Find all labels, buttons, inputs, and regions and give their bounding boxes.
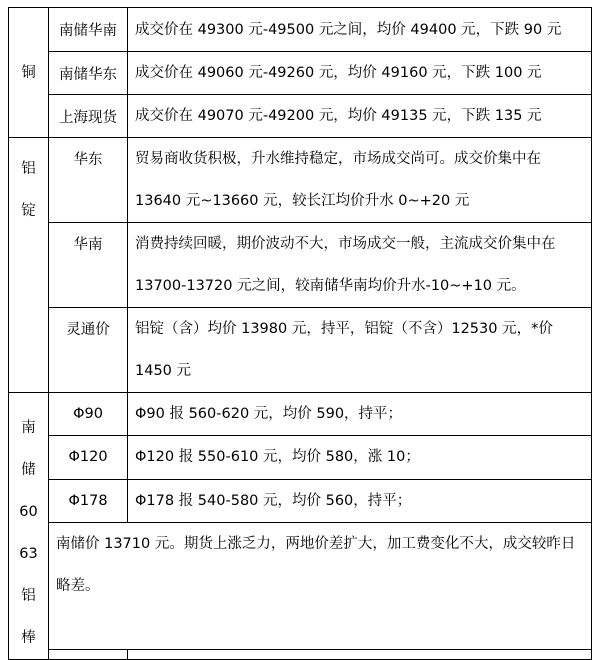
rod-row-2 [9,436,592,479]
rod-category-char: 60 [19,504,38,520]
price-description: Φ120 报 550-610 元，均价 580，涨 10； [135,449,420,466]
spec-cell [49,436,128,479]
market-name: 南储华南 [59,23,117,39]
price-description: Φ178 报 540-580 元，均价 560，持平； [135,492,412,509]
price-description-cell [128,52,592,95]
ingot-category-char: 铝 [21,161,36,177]
market-name-cell [49,308,128,393]
rod-summary-cell [49,522,592,649]
price-description-cell [128,8,592,52]
copper-row-3 [9,95,592,138]
spec-label: Φ90 [73,406,103,423]
price-description-cell [128,223,592,308]
empty-cell [128,649,592,659]
spec-cell [49,479,128,522]
rod-row-1 [9,393,592,436]
market-name-cell [49,52,128,95]
price-description-cell [128,436,592,479]
ingot-category-char: 锭 [21,203,36,219]
market-name: 南储华东 [59,66,117,83]
price-description: 铝锭（含）均价 13980 元，持平，铝锭（不含）12530 元，*价 1450 元 [135,321,553,379]
price-description-cell [128,308,592,393]
rod-category-cell [9,393,49,660]
copper-category-label: 铜 [21,64,36,81]
price-description: 贸易商收货积极，升水维持稳定，市场成交尚可。成交价集中在 13640 元~13660 元，较长江均价升水 0~+20 元 [135,151,541,209]
copper-row-2 [9,52,592,95]
rod-trailing-row [9,649,592,659]
empty-cell [49,649,128,659]
ingot-row-3 [9,308,592,393]
spec-cell [49,393,128,436]
price-description: 成交价在 49300 元-49500 元之间，均价 49400 元，下跌 90 元 [135,21,562,38]
price-description-cell [128,393,592,436]
price-description-cell [128,138,592,223]
price-description: 成交价在 49070 元-49200 元，均价 49135 元，下跌 135 元 [135,108,542,124]
market-name: 华南 [73,237,103,253]
rod-category-char: 储 [21,462,36,478]
market-name-cell [49,95,128,138]
market-name-cell [49,8,128,52]
ingot-row-2 [9,223,592,308]
rod-category-char: 铝 [21,588,36,604]
price-description: 消费持续回暖，期价波动不大，市场成交一般，主流成交价集中在 13700-13720 元之间，较南储华南均价升水-10~+10 元。 [135,236,556,294]
rod-category-char: 棒 [21,630,36,646]
ingot-row-1 [9,138,592,223]
rod-row-3 [9,479,592,522]
market-price-table [8,7,592,660]
rod-category-char: 南 [21,420,36,436]
rod-summary-row [9,522,592,649]
price-description: 成交价在 49060 元-49260 元，均价 49160 元，下跌 100 元 [135,65,542,81]
ingot-category-cell [9,138,49,393]
market-name: 灵通价 [66,322,110,338]
price-description: Φ90 报 560-620 元，均价 590，持平； [135,406,403,423]
market-name-cell [49,138,128,223]
copper-row-1 [9,8,592,52]
copper-category-cell [9,8,49,138]
rod-category-char: 63 [19,546,38,562]
rod-summary-text: 南储价 13710 元。期货上涨乏力，两地价差扩大，加工费变化不大，成交较昨日略差。 [56,535,576,594]
spec-label: Φ120 [68,449,108,466]
market-name: 华东 [73,152,103,168]
market-name: 上海现货 [59,109,117,126]
price-description-cell [128,95,592,138]
price-description-cell [128,479,592,522]
market-name-cell [49,223,128,308]
spec-label: Φ178 [68,492,108,509]
